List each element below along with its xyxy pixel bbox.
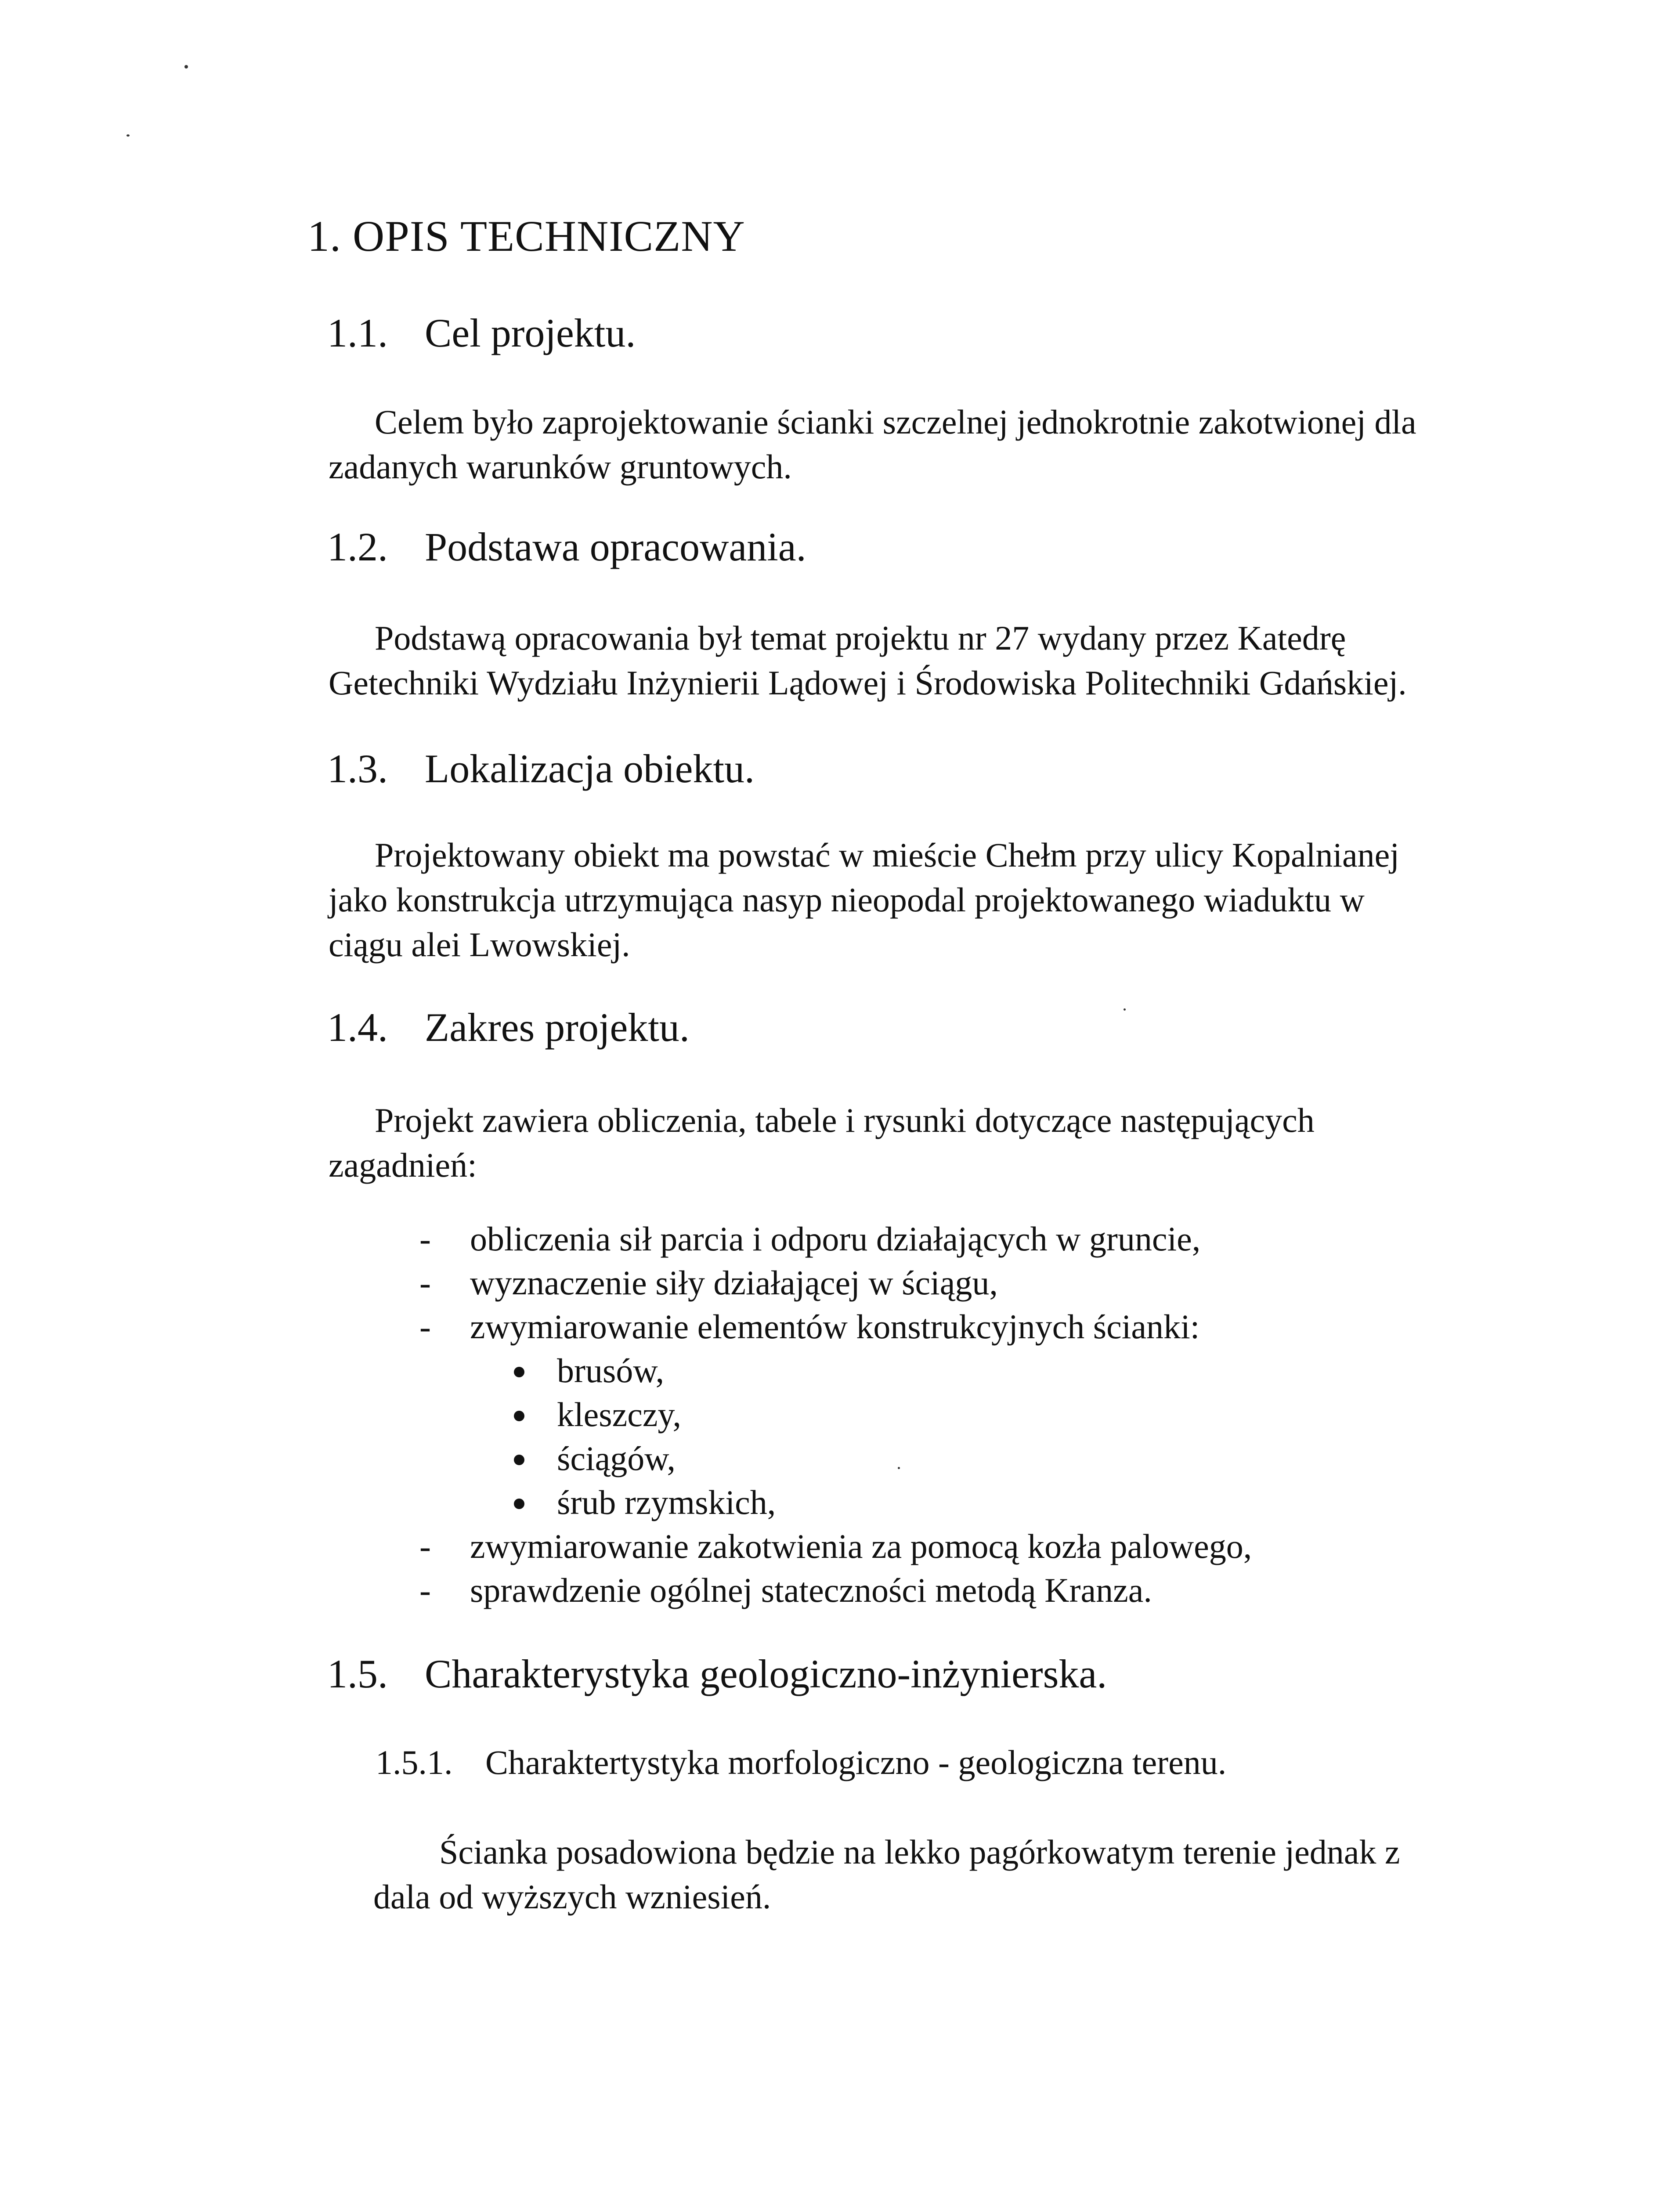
section-number: 1.3. <box>327 746 388 791</box>
list-dash: - <box>419 1571 431 1609</box>
page-title: 1. OPIS TECHNICZNY <box>307 212 745 260</box>
paragraph-line: Ścianka posadowiona będzie na lekko pagórkowatym terenie jednak z <box>439 1833 1400 1871</box>
section-number: 1.1. <box>327 311 388 355</box>
paragraph-line: Projekt zawiera obliczenia, tabele i rysunki dotyczące następujących <box>375 1101 1315 1139</box>
section-paragraph <box>329 400 1416 489</box>
bullet-icon <box>514 1367 524 1377</box>
subsection-title: Charaktertystyka morfologiczno - geologiczna terenu. <box>485 1743 1227 1781</box>
list-item-text: obliczenia sił parcia i odporu działających w gruncie, <box>470 1220 1201 1258</box>
paragraph-line: ciągu alei Lwowskiej. <box>329 925 630 964</box>
section-title: Lokalizacja obiektu. <box>425 746 755 791</box>
section-paragraph <box>329 833 1399 967</box>
subsection-number: 1.5.1. <box>376 1743 453 1781</box>
bullet-icon <box>514 1411 524 1421</box>
list-item-text: zwymiarowanie zakotwienia za pomocą kozła palowego, <box>470 1527 1252 1565</box>
section-title: Charakterystyka geologiczno-inżynierska. <box>425 1651 1107 1696</box>
sublist-item-text: śrub rzymskich, <box>557 1483 776 1521</box>
scan-speck <box>898 1467 900 1469</box>
list-item-text: zwymiarowanie elementów konstrukcyjnych ścianki: <box>470 1307 1200 1346</box>
list-item-text: wyznaczenie siły działającej w ściągu, <box>470 1264 998 1302</box>
paragraph-line: Podstawą opracowania był temat projektu nr 27 wydany przez Katedrę <box>375 619 1346 657</box>
paragraph-line: Projektowany obiekt ma powstać w mieście Chełm przy ulicy Kopalnianej <box>375 836 1399 874</box>
section-number: 1.5. <box>327 1651 388 1696</box>
section-title: Zakres projektu. <box>425 1005 690 1050</box>
paragraph-line: Celem było zaprojektowanie ścianki szczelnej jednokrotnie zakotwionej dla <box>375 403 1416 441</box>
sublist-item-text: ściągów, <box>557 1439 676 1477</box>
scan-speck <box>184 65 188 69</box>
sublist-item-text: brusów, <box>557 1351 665 1390</box>
sublist-item-text: kleszczy, <box>557 1395 681 1434</box>
scan-speck <box>1124 1008 1126 1011</box>
list-dash: - <box>419 1307 431 1346</box>
section-paragraph <box>329 616 1407 705</box>
list-dash: - <box>419 1527 431 1565</box>
list-dash: - <box>419 1264 431 1302</box>
bullet-icon <box>514 1455 524 1465</box>
paragraph-line: Getechniki Wydziału Inżynierii Lądowej i Środowiska Politechniki Gdańskiej. <box>329 664 1407 702</box>
subsection-paragraph <box>373 1830 1400 1919</box>
bullet-icon <box>514 1499 524 1509</box>
section-title: Podstawa opracowania. <box>425 524 806 569</box>
paragraph-line: zadanych warunków gruntowych. <box>329 448 792 486</box>
list-item-text: sprawdzenie ogólnej stateczności metodą Kranza. <box>470 1571 1152 1609</box>
paragraph-line: dala od wyższych wzniesień. <box>373 1878 771 1916</box>
paragraph-line: zagadnień: <box>329 1146 477 1184</box>
section-title: Cel projektu. <box>425 311 636 355</box>
section-number: 1.2. <box>327 524 388 569</box>
section-paragraph <box>329 1098 1315 1188</box>
scan-speck <box>126 134 130 137</box>
list-dash: - <box>419 1220 431 1258</box>
section-number: 1.4. <box>327 1005 388 1050</box>
paragraph-line: jako konstrukcja utrzymująca nasyp nieopodal projektowanego wiaduktu w <box>329 881 1365 919</box>
